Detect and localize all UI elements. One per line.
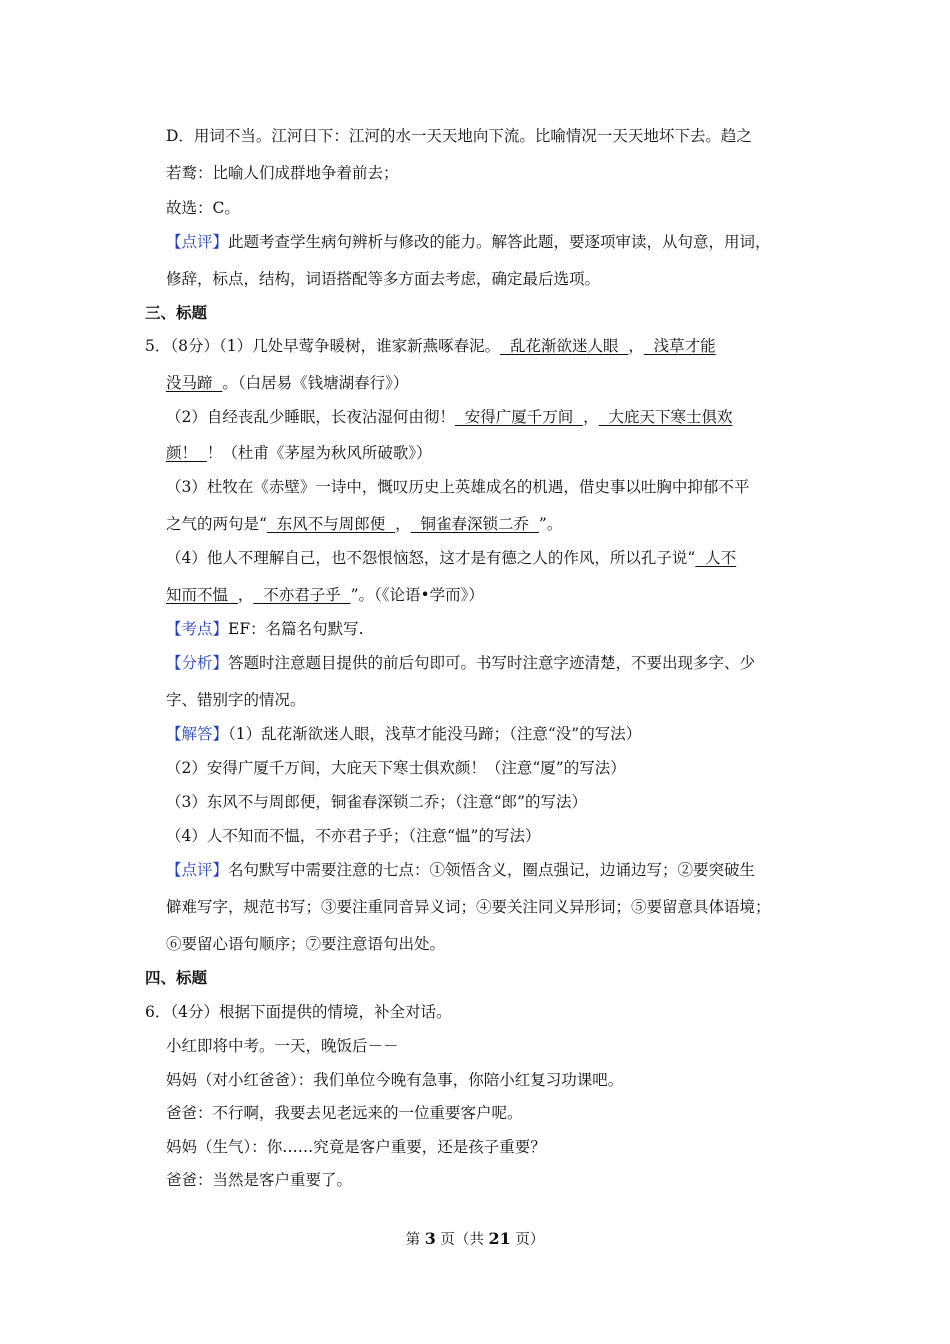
- answer-blank: 不亦君子乎: [253, 586, 351, 604]
- q6-stem: 6．（4分）根据下面提供的情境，补全对话。: [145, 1003, 452, 1021]
- q5-p3-line1: （3）杜牧在《赤壁》一诗中，慨叹历史上英雄成名的机遇，借史事以吐胸中抑郁不平: [166, 478, 750, 496]
- footer-text: 页）: [510, 1232, 545, 1248]
- answer-blank: 大庇天下寒士俱欢: [598, 408, 733, 426]
- q5-line2: [166, 371, 408, 395]
- separator: ，: [395, 515, 411, 533]
- q5-line1: [145, 334, 716, 358]
- separator: ，: [237, 586, 254, 604]
- dianping-tag: 【点评】: [166, 861, 229, 879]
- q5-jieda-line1: [166, 722, 641, 746]
- q5-p2-line1: [166, 405, 732, 429]
- answer-blank: 铜雀春深锁二乔: [410, 515, 539, 533]
- comment-tag: 【点评】: [166, 233, 229, 251]
- source-note: 。（白居易《钱塘湖春行》）: [222, 374, 409, 392]
- q6-dialogue-line: 爸爸：当然是客户重要了。: [166, 1171, 353, 1189]
- q5-jieda-line3: （3）东风不与周郎便，铜雀春深锁二乔；（注意“郎”的写法）: [166, 793, 587, 811]
- kaodian-tag: 【考点】: [166, 620, 229, 638]
- answer-blank: 知而不愠: [166, 586, 238, 604]
- answer-blank: 浅草才能: [643, 337, 716, 355]
- q5-fenxi-line2: 字、错别字的情况。: [166, 691, 306, 709]
- section-3-heading: 三、标题: [145, 303, 208, 322]
- option-d-line1: D．用词不当。江河日下：江河的水一天天地向下流。比喻情况一天天地坏下去。趋之: [166, 127, 752, 145]
- q5-p2-line2: [166, 441, 432, 465]
- dianping-text: 名句默写中需要注意的七点：①领悟含义，圈点强记，边诵边写；②要突破生: [228, 861, 756, 879]
- fenxi-tag: 【分析】: [166, 654, 229, 672]
- footer-text: 页（共: [435, 1232, 489, 1248]
- closing-quote: ”。: [538, 515, 563, 533]
- answer-blank: 安得广厦千万间: [454, 408, 584, 426]
- answer-blank: 颜！: [166, 444, 207, 462]
- q5-dianping-line2: 僻难写字，规范书写；③要注重同音异义词；④要关注同义异形词；⑤要留意具体语境；: [166, 898, 771, 916]
- q6-dialogue-line: 小红即将中考。一天，晚饭后－－: [166, 1037, 399, 1055]
- q5-dianping-line1: [166, 858, 755, 882]
- q6-dialogue-line: 爸爸：不行啊，我要去见老远来的一位重要客户呢。: [166, 1104, 523, 1122]
- q6-dialogue-line: 妈妈（对小红爸爸）：我们单位今晚有急事，你陪小红复习功课吧。: [166, 1071, 624, 1089]
- answer-blank: 东风不与周郎便: [266, 515, 396, 533]
- q5-p2-text: （2）自经丧乱少睡眠，长夜沾湿何由彻！: [166, 408, 455, 426]
- jieda-text: （1）乱花渐欲迷人眼，浅草才能没马蹄；（注意“没”的写法）: [228, 725, 642, 743]
- q4-comment-line2: 修辞，标点，结构，词语搭配等多方面去考虑，确定最后选项。: [166, 270, 601, 288]
- page-number: 3: [424, 1229, 436, 1248]
- q5-jieda-line4: （4）人不知而不愠，不亦君子乎；（注意“愠”的写法）: [166, 827, 541, 845]
- total-pages: 21: [488, 1229, 511, 1248]
- q5-dianping-line3: ⑥要留心语句顺序；⑦要注意语句出处。: [166, 935, 446, 953]
- q5-p3-line2: [166, 512, 562, 536]
- source-note: ！（杜甫《茅屋为秋风所破歌》）: [206, 444, 432, 462]
- q5-kaodian: [166, 617, 364, 641]
- answer-blank: 乱花渐欲迷人眼: [500, 337, 629, 355]
- source-note: ”。（《论语•学而》）: [350, 586, 484, 604]
- fenxi-text: 答题时注意题目提供的前后句即可。书写时注意字迹清楚，不要出现多字、少: [228, 654, 756, 672]
- option-d-line2: 若鹜：比喻人们成群地争着前去；: [166, 164, 399, 182]
- q5-jieda-line2: （2）安得广厦千万间，大庇天下寒士俱欢颜！（注意“厦”的写法）: [166, 759, 626, 777]
- q5-fenxi-line1: [166, 651, 755, 675]
- kaodian-text: EF：名篇名句默写.: [228, 620, 364, 638]
- q4-comment-line1: [166, 230, 771, 254]
- section-4-heading: 四、标题: [145, 968, 208, 987]
- q5-stem: 5．（8分）（1）几处早莺争暖树，谁家新燕啄春泥。: [145, 337, 501, 355]
- separator: ，: [583, 408, 599, 426]
- jieda-tag: 【解答】: [166, 725, 229, 743]
- comment-text: 此题考查学生病句辨析与修改的能力。解答此题，要逐项审读，从句意，用词，: [228, 233, 771, 251]
- q5-p4-line2: [166, 583, 484, 607]
- answer-blank: 人不: [695, 549, 737, 567]
- page-footer: [0, 1228, 950, 1251]
- answer-choice: 故选：C。: [166, 199, 240, 217]
- q5-p4-line1: [166, 546, 736, 570]
- q5-p3-text: 之气的两句是“: [166, 515, 267, 533]
- q5-p4-text: （4）他人不理解自己，也不怨恨恼怒，这才是有德之人的作风，所以孔子说“: [166, 549, 696, 567]
- footer-text: 第: [405, 1232, 425, 1248]
- q6-dialogue-line: 妈妈（生气）：你……究竟是客户重要，还是孩子重要？: [166, 1138, 546, 1156]
- answer-blank: 没马蹄: [166, 374, 223, 392]
- separator: ，: [628, 337, 644, 355]
